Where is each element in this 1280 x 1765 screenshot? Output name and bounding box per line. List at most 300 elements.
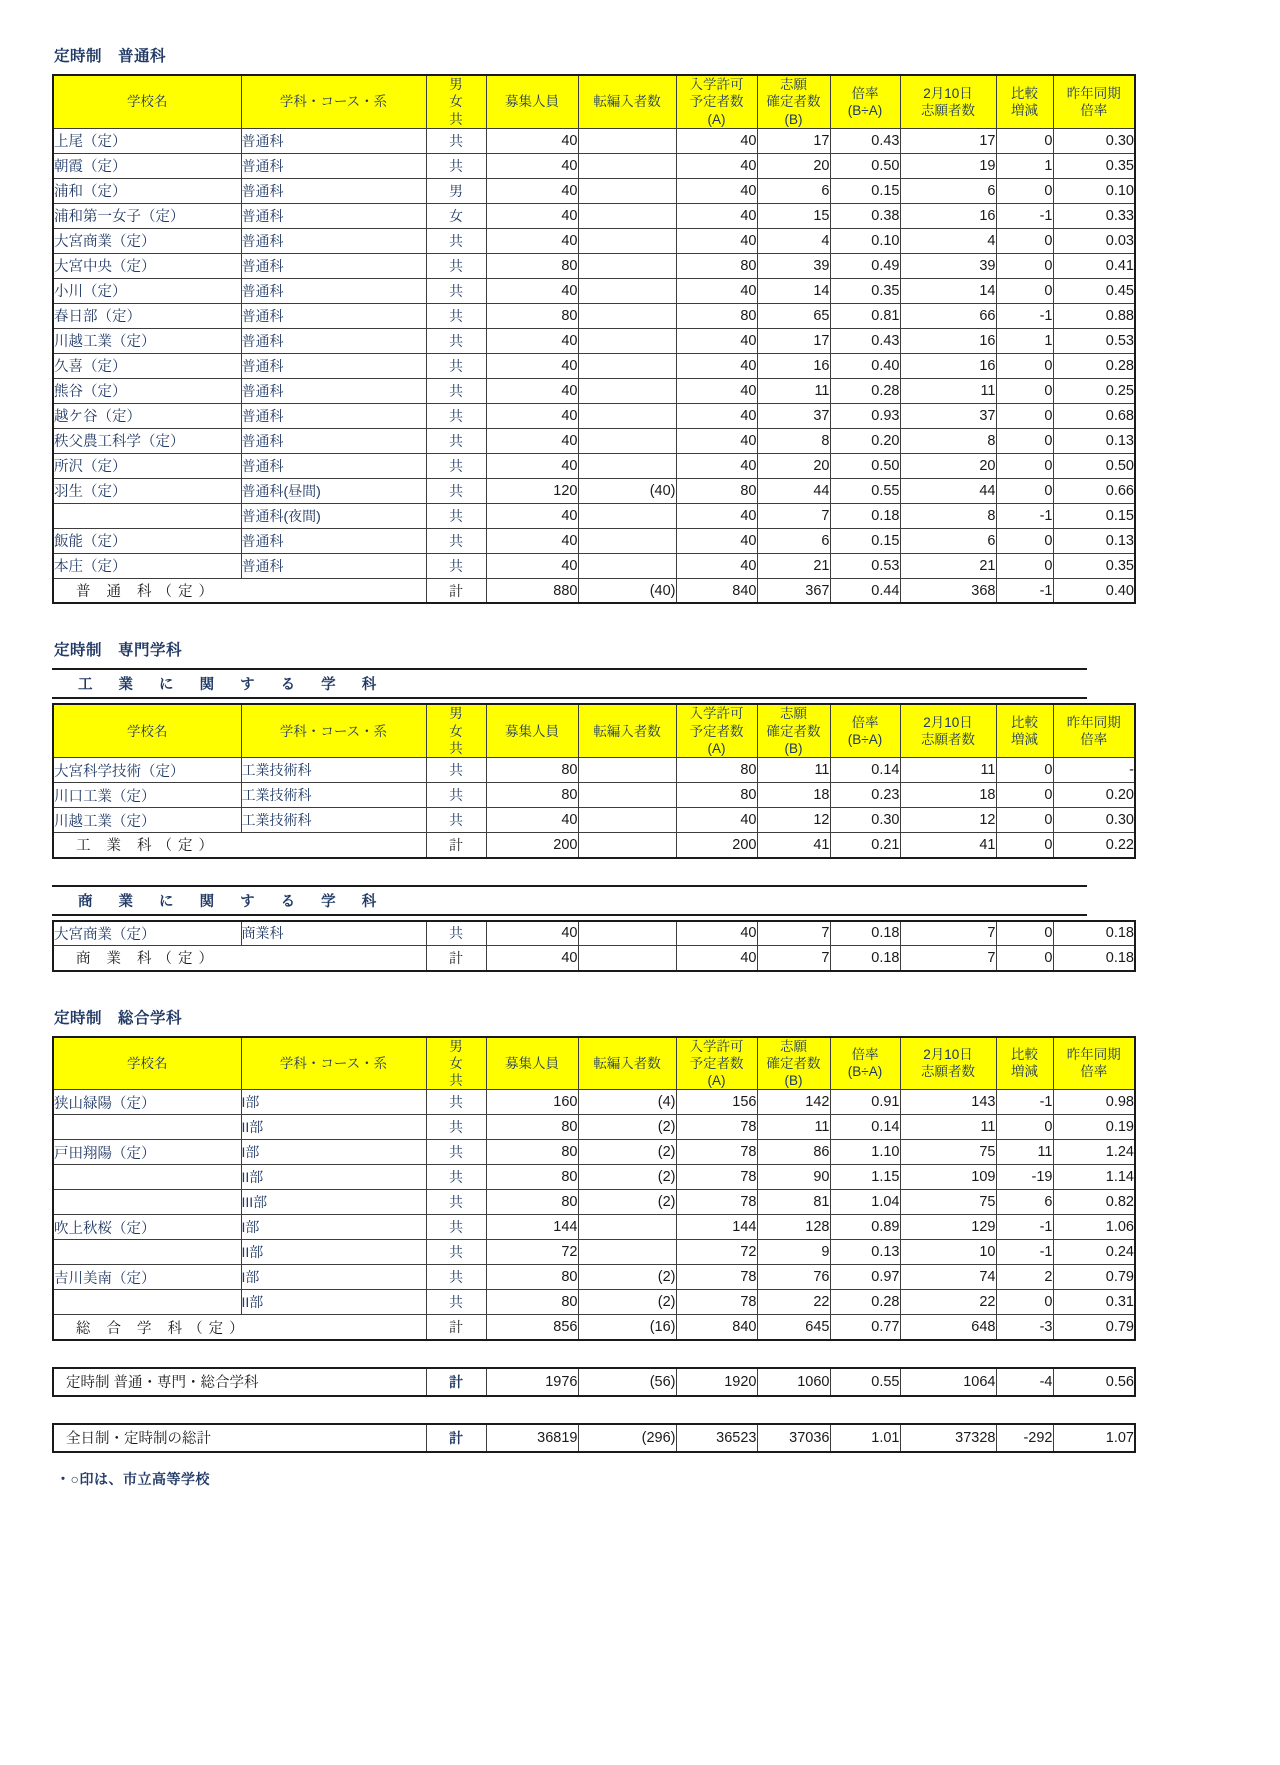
data-table <box>52 74 1136 604</box>
cell-feb10: 37 <box>900 403 996 428</box>
section-title: 定時制 総合学科 <box>54 1009 183 1027</box>
table-row <box>53 1290 1135 1315</box>
cell-course: 普通科 <box>241 453 426 478</box>
section-spacer <box>52 859 1087 885</box>
cell-last-year: 1.24 <box>1053 1140 1135 1165</box>
cell-school: 川越工業（定） <box>53 328 241 353</box>
cell-apply: 142 <box>757 1090 830 1115</box>
cell-school: 所沢（定） <box>53 453 241 478</box>
cell-recruit: 40 <box>486 403 578 428</box>
cell-admit: 144 <box>676 1215 757 1240</box>
column-header-school: 学校名 <box>53 75 241 128</box>
cell-last-year: 0.25 <box>1053 378 1135 403</box>
cell-ratio: 0.20 <box>830 428 900 453</box>
cell-recruit: 40 <box>486 128 578 153</box>
cell-summary-last-year: 0.56 <box>1053 1368 1135 1396</box>
cell-total-recruit: 856 <box>486 1315 578 1340</box>
cell-admit: 40 <box>676 228 757 253</box>
table-row <box>53 453 1135 478</box>
cell-course: I部 <box>241 1090 426 1115</box>
cell-course: II部 <box>241 1115 426 1140</box>
table-row <box>53 403 1135 428</box>
cell-total-ratio: 0.18 <box>830 946 900 971</box>
cell-ratio: 0.18 <box>830 503 900 528</box>
cell-course: 普通科 <box>241 353 426 378</box>
cell-total-apply: 7 <box>757 946 830 971</box>
table-row <box>53 808 1135 833</box>
data-table <box>52 920 1136 972</box>
cell-total-label: 商 業 科（定） <box>53 946 426 971</box>
cell-ratio: 0.35 <box>830 278 900 303</box>
cell-ratio: 0.18 <box>830 921 900 946</box>
cell-ratio: 0.93 <box>830 403 900 428</box>
cell-transfer <box>578 253 676 278</box>
column-header-transfer: 転編入者数 <box>578 1037 676 1090</box>
cell-feb10: 75 <box>900 1190 996 1215</box>
cell-transfer <box>578 808 676 833</box>
cell-school: 熊谷（定） <box>53 378 241 403</box>
cell-gender: 共 <box>426 328 486 353</box>
column-header-gender: 男 女 共 <box>426 704 486 757</box>
cell-ratio: 0.55 <box>830 478 900 503</box>
cell-diff: 6 <box>996 1190 1053 1215</box>
cell-transfer <box>578 353 676 378</box>
cell-summary-apply: 1060 <box>757 1368 830 1396</box>
column-header-school: 学校名 <box>53 1037 241 1090</box>
cell-admit: 40 <box>676 378 757 403</box>
cell-gender: 共 <box>426 228 486 253</box>
cell-feb10: 21 <box>900 553 996 578</box>
cell-apply: 11 <box>757 378 830 403</box>
cell-recruit: 40 <box>486 808 578 833</box>
cell-admit: 40 <box>676 503 757 528</box>
cell-transfer: (2) <box>578 1265 676 1290</box>
cell-admit: 40 <box>676 453 757 478</box>
cell-total-apply: 367 <box>757 578 830 603</box>
cell-ratio: 0.97 <box>830 1265 900 1290</box>
cell-school: 本庄（定） <box>53 553 241 578</box>
cell-transfer <box>578 278 676 303</box>
cell-diff: -1 <box>996 303 1053 328</box>
cell-ratio: 0.81 <box>830 303 900 328</box>
cell-admit: 78 <box>676 1290 757 1315</box>
column-header-admit: 入学許可 予定者数 (A) <box>676 704 757 757</box>
cell-summary-gender: 計 <box>426 1424 486 1452</box>
cell-summary-feb10: 37328 <box>900 1424 996 1452</box>
summary-spacer <box>52 1341 1087 1367</box>
table-row <box>53 478 1135 503</box>
cell-ratio: 0.50 <box>830 453 900 478</box>
cell-last-year: 0.33 <box>1053 203 1135 228</box>
cell-transfer <box>578 328 676 353</box>
cell-recruit: 144 <box>486 1215 578 1240</box>
cell-total-recruit: 40 <box>486 946 578 971</box>
column-header-apply: 志願 確定者数 (B) <box>757 1037 830 1090</box>
cell-total-admit: 200 <box>676 833 757 858</box>
cell-course: 普通科(夜間) <box>241 503 426 528</box>
cell-feb10: 16 <box>900 328 996 353</box>
cell-last-year: 0.88 <box>1053 303 1135 328</box>
column-header-admit: 入学許可 予定者数 (A) <box>676 1037 757 1090</box>
cell-admit: 80 <box>676 253 757 278</box>
cell-school: 飯能（定） <box>53 528 241 553</box>
cell-transfer: (2) <box>578 1165 676 1190</box>
cell-feb10: 19 <box>900 153 996 178</box>
table-header-row <box>53 1037 1135 1090</box>
cell-recruit: 40 <box>486 328 578 353</box>
cell-recruit: 40 <box>486 553 578 578</box>
cell-feb10: 109 <box>900 1165 996 1190</box>
cell-feb10: 8 <box>900 503 996 528</box>
cell-last-year: 0.03 <box>1053 228 1135 253</box>
cell-feb10: 20 <box>900 453 996 478</box>
cell-admit: 40 <box>676 353 757 378</box>
cell-apply: 6 <box>757 528 830 553</box>
table-total-row <box>53 833 1135 858</box>
cell-recruit: 40 <box>486 178 578 203</box>
cell-apply: 20 <box>757 153 830 178</box>
cell-summary-ratio: 0.55 <box>830 1368 900 1396</box>
column-header-diff: 比較 増減 <box>996 1037 1053 1090</box>
cell-school: 春日部（定） <box>53 303 241 328</box>
cell-school <box>53 1190 241 1215</box>
cell-diff: 0 <box>996 128 1053 153</box>
cell-total-gender: 計 <box>426 1315 486 1340</box>
cell-course: 普通科 <box>241 378 426 403</box>
cell-gender: 共 <box>426 758 486 783</box>
cell-apply: 90 <box>757 1165 830 1190</box>
cell-apply: 20 <box>757 453 830 478</box>
cell-gender: 共 <box>426 378 486 403</box>
cell-apply: 18 <box>757 783 830 808</box>
cell-course: 普通科 <box>241 303 426 328</box>
cell-course: 普通科 <box>241 428 426 453</box>
cell-recruit: 80 <box>486 783 578 808</box>
cell-admit: 40 <box>676 428 757 453</box>
cell-diff: 0 <box>996 353 1053 378</box>
cell-gender: 共 <box>426 528 486 553</box>
cell-admit: 72 <box>676 1240 757 1265</box>
cell-recruit: 80 <box>486 758 578 783</box>
table-row <box>53 1115 1135 1140</box>
column-header-course: 学科・コース・系 <box>241 75 426 128</box>
cell-summary-admit: 1920 <box>676 1368 757 1396</box>
column-header-gender: 男 女 共 <box>426 75 486 128</box>
table-row <box>53 503 1135 528</box>
cell-diff: 11 <box>996 1140 1053 1165</box>
cell-school: 川越工業（定） <box>53 808 241 833</box>
cell-last-year: 0.50 <box>1053 453 1135 478</box>
cell-transfer <box>578 153 676 178</box>
cell-transfer: (2) <box>578 1190 676 1215</box>
cell-admit: 80 <box>676 478 757 503</box>
cell-recruit: 40 <box>486 428 578 453</box>
cell-transfer <box>578 178 676 203</box>
cell-course: III部 <box>241 1190 426 1215</box>
cell-total-transfer: (40) <box>578 578 676 603</box>
cell-school <box>53 1240 241 1265</box>
cell-last-year: 0.31 <box>1053 1290 1135 1315</box>
cell-total-admit: 40 <box>676 946 757 971</box>
cell-diff: 0 <box>996 428 1053 453</box>
cell-school: 戸田翔陽（定） <box>53 1140 241 1165</box>
cell-course: 商業科 <box>241 921 426 946</box>
cell-gender: 共 <box>426 808 486 833</box>
cell-school: 秩父農工科学（定） <box>53 428 241 453</box>
cell-apply: 6 <box>757 178 830 203</box>
cell-diff: 0 <box>996 528 1053 553</box>
cell-recruit: 80 <box>486 303 578 328</box>
cell-school: 狭山緑陽（定） <box>53 1090 241 1115</box>
cell-feb10: 7 <box>900 921 996 946</box>
cell-school: 吹上秋桜（定） <box>53 1215 241 1240</box>
cell-recruit: 40 <box>486 921 578 946</box>
cell-recruit: 160 <box>486 1090 578 1115</box>
cell-ratio: 0.23 <box>830 783 900 808</box>
cell-feb10: 66 <box>900 303 996 328</box>
cell-last-year: 0.53 <box>1053 328 1135 353</box>
cell-summary-gender: 計 <box>426 1368 486 1396</box>
cell-gender: 共 <box>426 921 486 946</box>
cell-total-recruit: 200 <box>486 833 578 858</box>
cell-transfer <box>578 528 676 553</box>
cell-total-label: 総 合 学 科（定） <box>53 1315 426 1340</box>
table-row <box>53 278 1135 303</box>
cell-admit: 40 <box>676 528 757 553</box>
section-title: 定時制 専門学科 <box>54 642 183 660</box>
cell-diff: 0 <box>996 1115 1053 1140</box>
table-row <box>53 1240 1135 1265</box>
cell-ratio: 0.14 <box>830 758 900 783</box>
cell-course: 普通科 <box>241 328 426 353</box>
cell-transfer <box>578 553 676 578</box>
cell-course: 工業技術科 <box>241 783 426 808</box>
cell-apply: 11 <box>757 1115 830 1140</box>
cell-total-diff: 0 <box>996 946 1053 971</box>
cell-feb10: 22 <box>900 1290 996 1315</box>
cell-diff: 0 <box>996 553 1053 578</box>
cell-transfer <box>578 758 676 783</box>
cell-admit: 40 <box>676 921 757 946</box>
cell-total-feb10: 648 <box>900 1315 996 1340</box>
cell-recruit: 80 <box>486 253 578 278</box>
cell-last-year: 0.35 <box>1053 153 1135 178</box>
cell-diff: 1 <box>996 328 1053 353</box>
cell-recruit: 120 <box>486 478 578 503</box>
cell-gender: 共 <box>426 553 486 578</box>
cell-recruit: 40 <box>486 378 578 403</box>
table-row <box>53 353 1135 378</box>
cell-admit: 80 <box>676 303 757 328</box>
cell-transfer: (2) <box>578 1115 676 1140</box>
cell-diff: 0 <box>996 921 1053 946</box>
cell-diff: 0 <box>996 278 1053 303</box>
cell-course: 普通科(昼間) <box>241 478 426 503</box>
cell-total-last-year: 0.18 <box>1053 946 1135 971</box>
cell-apply: 11 <box>757 758 830 783</box>
cell-gender: 共 <box>426 1165 486 1190</box>
cell-apply: 7 <box>757 921 830 946</box>
table-row <box>53 328 1135 353</box>
cell-gender: 共 <box>426 478 486 503</box>
cell-recruit: 80 <box>486 1190 578 1215</box>
cell-course: II部 <box>241 1240 426 1265</box>
cell-feb10: 16 <box>900 353 996 378</box>
section-spacer <box>52 604 1087 638</box>
cell-summary-transfer: (56) <box>578 1368 676 1396</box>
cell-ratio: 0.38 <box>830 203 900 228</box>
cell-diff: -1 <box>996 203 1053 228</box>
cell-apply: 76 <box>757 1265 830 1290</box>
cell-course: 普通科 <box>241 228 426 253</box>
cell-diff: 2 <box>996 1265 1053 1290</box>
cell-feb10: 10 <box>900 1240 996 1265</box>
cell-recruit: 40 <box>486 278 578 303</box>
cell-school: 大宮商業（定） <box>53 228 241 253</box>
summary-spacer <box>52 1397 1087 1423</box>
summary-row <box>53 1368 1135 1396</box>
cell-feb10: 16 <box>900 203 996 228</box>
cell-admit: 40 <box>676 328 757 353</box>
column-header-admit: 入学許可 予定者数 (A) <box>676 75 757 128</box>
cell-feb10: 11 <box>900 1115 996 1140</box>
cell-gender: 共 <box>426 428 486 453</box>
cell-last-year: 1.14 <box>1053 1165 1135 1190</box>
table-row <box>53 203 1135 228</box>
table-row <box>53 528 1135 553</box>
table-row <box>53 1165 1135 1190</box>
cell-admit: 40 <box>676 403 757 428</box>
cell-course: 普通科 <box>241 253 426 278</box>
table-header-row <box>53 75 1135 128</box>
cell-gender: 共 <box>426 153 486 178</box>
cell-gender: 共 <box>426 1190 486 1215</box>
table-row <box>53 1090 1135 1115</box>
cell-total-last-year: 0.22 <box>1053 833 1135 858</box>
column-header-feb10: 2月10日 志願者数 <box>900 1037 996 1090</box>
cell-transfer <box>578 1240 676 1265</box>
table-row <box>53 303 1135 328</box>
data-table <box>52 1036 1136 1341</box>
cell-course: 普通科 <box>241 128 426 153</box>
cell-transfer: (2) <box>578 1290 676 1315</box>
cell-admit: 40 <box>676 808 757 833</box>
subject-category-bar: 工 業 に 関 す る 学 科 <box>52 668 1087 699</box>
cell-feb10: 74 <box>900 1265 996 1290</box>
cell-apply: 81 <box>757 1190 830 1215</box>
cell-school <box>53 503 241 528</box>
table-row <box>53 153 1135 178</box>
cell-ratio: 1.10 <box>830 1140 900 1165</box>
data-table <box>52 703 1136 858</box>
table-header-row <box>53 704 1135 757</box>
cell-ratio: 0.43 <box>830 328 900 353</box>
cell-course: 普通科 <box>241 403 426 428</box>
cell-total-label: 工 業 科（定） <box>53 833 426 858</box>
cell-transfer <box>578 203 676 228</box>
cell-ratio: 0.30 <box>830 808 900 833</box>
cell-feb10: 143 <box>900 1090 996 1115</box>
cell-feb10: 17 <box>900 128 996 153</box>
cell-total-ratio: 0.77 <box>830 1315 900 1340</box>
cell-last-year: 0.13 <box>1053 428 1135 453</box>
cell-diff: -1 <box>996 1240 1053 1265</box>
table-row <box>53 228 1135 253</box>
cell-school: 吉川美南（定） <box>53 1265 241 1290</box>
cell-admit: 78 <box>676 1115 757 1140</box>
cell-gender: 共 <box>426 353 486 378</box>
cell-gender: 共 <box>426 1215 486 1240</box>
table-total-row <box>53 578 1135 603</box>
cell-recruit: 40 <box>486 203 578 228</box>
cell-recruit: 80 <box>486 1290 578 1315</box>
cell-diff: 1 <box>996 153 1053 178</box>
content-wrapper <box>52 44 1134 1453</box>
cell-ratio: 0.49 <box>830 253 900 278</box>
column-header-feb10: 2月10日 志願者数 <box>900 704 996 757</box>
cell-apply: 12 <box>757 808 830 833</box>
cell-last-year: 0.68 <box>1053 403 1135 428</box>
cell-gender: 共 <box>426 253 486 278</box>
cell-feb10: 11 <box>900 758 996 783</box>
cell-total-ratio: 0.44 <box>830 578 900 603</box>
cell-transfer <box>578 303 676 328</box>
cell-apply: 37 <box>757 403 830 428</box>
cell-summary-feb10: 1064 <box>900 1368 996 1396</box>
cell-feb10: 14 <box>900 278 996 303</box>
cell-diff: 0 <box>996 783 1053 808</box>
cell-gender: 共 <box>426 503 486 528</box>
cell-last-year: 0.20 <box>1053 783 1135 808</box>
cell-gender: 共 <box>426 1240 486 1265</box>
column-header-course: 学科・コース・系 <box>241 704 426 757</box>
cell-recruit: 40 <box>486 153 578 178</box>
cell-feb10: 11 <box>900 378 996 403</box>
cell-total-admit: 840 <box>676 578 757 603</box>
cell-apply: 21 <box>757 553 830 578</box>
cell-recruit: 80 <box>486 1115 578 1140</box>
cell-diff: 0 <box>996 453 1053 478</box>
cell-recruit: 40 <box>486 503 578 528</box>
cell-last-year: - <box>1053 758 1135 783</box>
cell-recruit: 40 <box>486 453 578 478</box>
cell-transfer <box>578 503 676 528</box>
table-row <box>53 758 1135 783</box>
table-total-row <box>53 946 1135 971</box>
cell-transfer: (40) <box>578 478 676 503</box>
cell-last-year: 0.10 <box>1053 178 1135 203</box>
cell-feb10: 6 <box>900 178 996 203</box>
cell-gender: 共 <box>426 453 486 478</box>
table-row <box>53 553 1135 578</box>
cell-course: 普通科 <box>241 528 426 553</box>
cell-feb10: 4 <box>900 228 996 253</box>
cell-admit: 80 <box>676 758 757 783</box>
cell-transfer <box>578 128 676 153</box>
cell-apply: 4 <box>757 228 830 253</box>
cell-ratio: 0.43 <box>830 128 900 153</box>
cell-diff: 0 <box>996 228 1053 253</box>
cell-last-year: 0.66 <box>1053 478 1135 503</box>
summary-table <box>52 1367 1136 1397</box>
column-header-course: 学科・コース・系 <box>241 1037 426 1090</box>
cell-total-diff: -1 <box>996 578 1053 603</box>
cell-ratio: 0.91 <box>830 1090 900 1115</box>
cell-school: 浦和第一女子（定） <box>53 203 241 228</box>
sections-root <box>52 44 1134 1341</box>
summaries-root <box>52 1341 1134 1453</box>
table-row <box>53 1215 1135 1240</box>
